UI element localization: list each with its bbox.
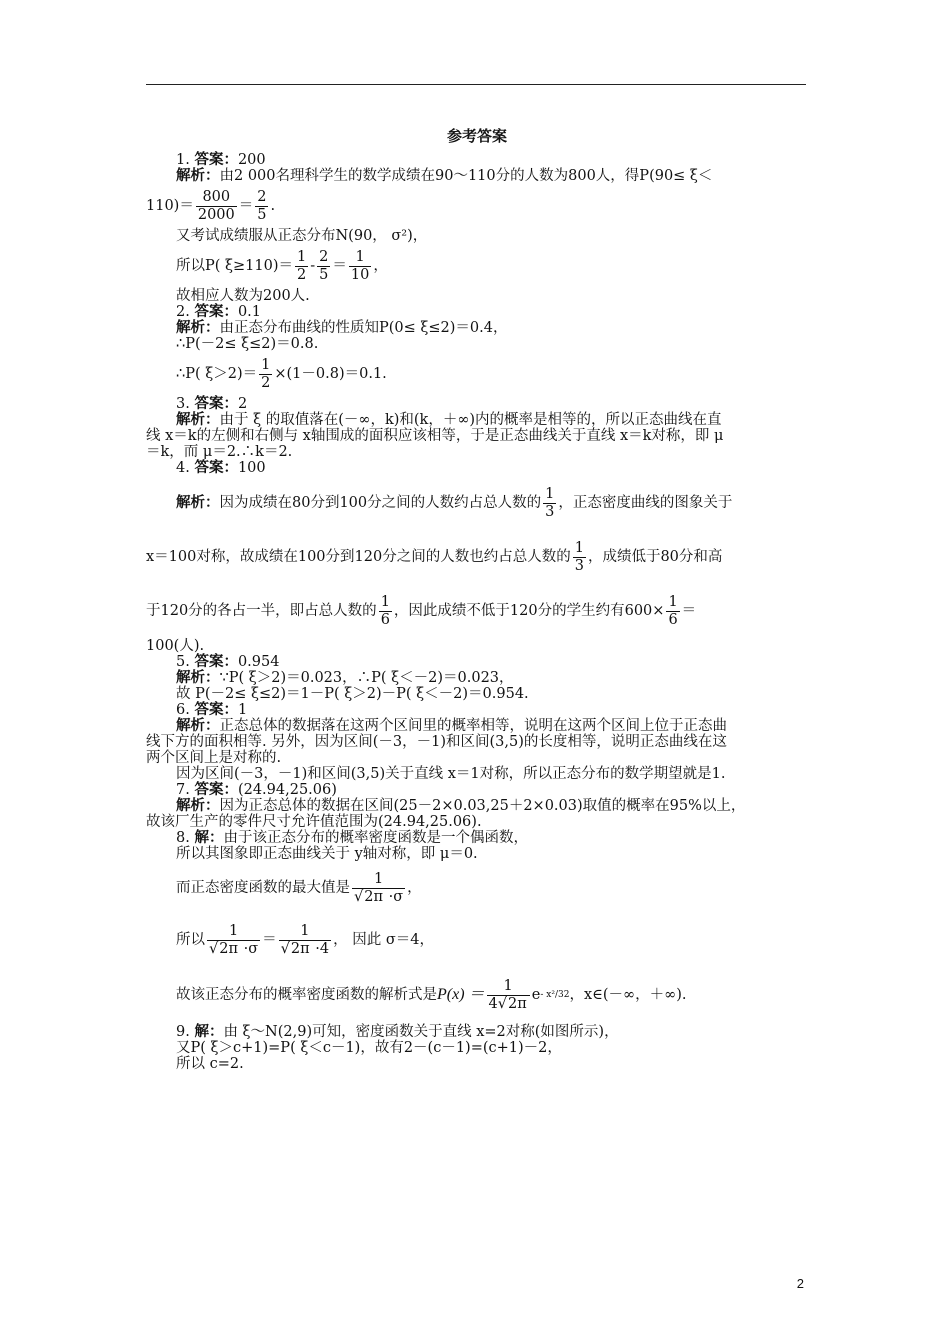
- q1-distribution: 又考试成绩服从正态分布N(90， σ²)，: [176, 228, 428, 244]
- q5-text: 故 P(－2≤ ξ≤2)＝1－P( ξ＞2)－P( ξ＜－2)＝0.954.: [176, 686, 529, 702]
- q2-analysis: 解析：由正态分布曲线的性质知P(0≤ ξ≤2)＝0.4，: [176, 319, 508, 336]
- q3-text: 线 x＝k的左侧和右侧与 x轴围成的面积应该相等，于是正态曲线关于直线 x＝k对称，即 μ: [146, 428, 724, 444]
- q7-text: 故该厂生产的零件尺寸允许值范围为(24.94,25.06).: [146, 814, 482, 830]
- q8-solution: 8. 解：由于该正态分布的概率密度函数是一个偶函数，: [176, 829, 528, 846]
- q7-analysis: 解析：因为正态总体的数据在区间(25－2×0.03,25＋2×0.03)取值的概率在95%以上，: [176, 797, 746, 814]
- answer-page: [146, 120, 808, 1072]
- fraction: $\frac{1}{6}$: [668, 593, 678, 628]
- fraction: $\frac{800}{2000}$: [197, 188, 235, 223]
- q8-max-value: 而正态密度函数的最大值是 $\frac{1}{√2\pi \cdot\sigma}$ ，: [176, 870, 422, 905]
- q9-solution: 9. 解：由 ξ～N(2,9)可知，密度函数关于直线 x=2对称(如图所示)，: [176, 1023, 619, 1040]
- page-title: 参考答案: [446, 127, 507, 145]
- fraction: $\frac{1}{√2\pi \cdot\sigma}$: [354, 870, 404, 905]
- fraction: $\frac{1}{3}$: [545, 485, 555, 520]
- q1-analysis: 解析：由2 000名理科学生的数学成绩在90～110分的人数为800人，得P(90≤ ξ＜: [176, 167, 713, 184]
- fraction: $\frac{1}{10}$: [350, 248, 370, 283]
- q3-answer: 3. 答案：2: [176, 395, 248, 412]
- fraction: $\frac{1}{3}$: [574, 539, 584, 574]
- q6-text: 因为区间(－3，－1)和区间(3,5)关于直线 x＝1对称，所以正态分布的数学期望就是1.: [176, 766, 726, 782]
- q3-text: ＝k，而 μ＝2.∴k＝2.: [146, 444, 293, 460]
- q6-answer: 6. 答案：1: [176, 701, 248, 718]
- q1-fraction-line: 110)＝ $\frac{800}{2000}$ ＝ $\frac{2}{5}$ .: [146, 188, 276, 223]
- q9-text: 所以 c=2.: [176, 1056, 244, 1072]
- q6-analysis: 解析：正态总体的数据落在这两个区间里的概率相等，说明在这两个区间上位于正态曲: [176, 717, 727, 734]
- q1-probability-line: 所以P( ξ≥110)＝ $\frac{1}{2}$ - $\frac{2}{5}$ ＝ $\frac{1}{10}$ ，: [176, 248, 388, 283]
- q5-answer: 5. 答案：0.954: [176, 653, 280, 670]
- fraction: $\frac{1}{√2\pi \cdot\sigma}$: [209, 922, 259, 957]
- q8-density-function: 故该正态分布的概率密度函数的解析式是 P(x) ＝ $\frac{1}{4√2\pi}$ e - x²/32 ，x∈(－∞，＋∞).: [176, 977, 687, 1012]
- q1-answer: 1. 答案：200: [176, 151, 266, 168]
- fraction: $\frac{1}{6}$: [380, 593, 390, 628]
- fraction: $\frac{1}{4√2\pi}$: [487, 978, 530, 1013]
- fraction: $\frac{1}{2}$: [261, 356, 271, 391]
- q5-analysis: 解析：∵P( ξ＞2)＝0.023，∴P( ξ＜－2)＝0.023，: [176, 669, 514, 686]
- q4-answer: 4. 答案：100: [176, 459, 266, 476]
- fraction: $\frac{1}{√2\pi \cdot 4}$: [280, 922, 330, 957]
- q3-analysis: 解析：由于 ξ 的取值落在(－∞，k)和(k，＋∞)内的概率是相等的，所以正态曲线在直: [176, 411, 722, 428]
- q2-step: ∴P(－2≤ ξ≤2)＝0.8.: [176, 336, 319, 352]
- q8-text: 所以其图象即正态曲线关于 y轴对称，即 μ＝0.: [176, 846, 478, 862]
- q6-text: 线下方的面积相等. 另外，因为区间(－3，－1)和区间(3,5)的长度相等，说明正态曲线在这: [146, 734, 727, 750]
- q9-text: 又P( ξ＞c+1)=P( ξ＜c－1)，故有2－(c－1)=(c+1)－2，: [176, 1040, 562, 1056]
- fraction: $\frac{2}{5}$: [319, 248, 329, 283]
- q8-sigma: 所以 $\frac{1}{√2\pi \cdot\sigma}$ ＝ $\frac{1}{√2\pi \cdot 4}$ ， 因此 σ＝4，: [176, 922, 434, 957]
- header-rule: [146, 84, 806, 85]
- q4-text: 于120分的各占一半，即占总人数的 $\frac{1}{6}$ ，因此成绩不低于120分的学生约有600× $\frac{1}{6}$ ＝: [146, 593, 697, 628]
- q2-result: ∴P( ξ＞2)＝ $\frac{1}{2}$ ×(1－0.8)＝0.1.: [176, 356, 387, 391]
- q1-conclusion: 故相应人数为200人.: [176, 288, 310, 304]
- q4-text: x＝100对称，故成绩在100分到120分之间的人数也约占总人数的 $\frac{1}{3}$ ，成绩低于80分和高: [146, 539, 723, 574]
- fraction: $\frac{1}{2}$: [297, 248, 307, 283]
- fraction: $\frac{2}{5}$: [257, 188, 267, 223]
- q4-text: 100(人).: [146, 638, 205, 654]
- q7-answer: 7. 答案：(24.94,25.06): [176, 781, 337, 798]
- q2-answer: 2. 答案：0.1: [176, 303, 262, 320]
- q4-analysis: 解析： 因为成绩在80分到100分之间的人数约占总人数的 $\frac{1}{3}$ ，正态密度曲线的图象关于: [176, 485, 733, 520]
- page-number: 2: [796, 1276, 804, 1291]
- q6-text: 两个区间上是对称的.: [146, 750, 282, 766]
